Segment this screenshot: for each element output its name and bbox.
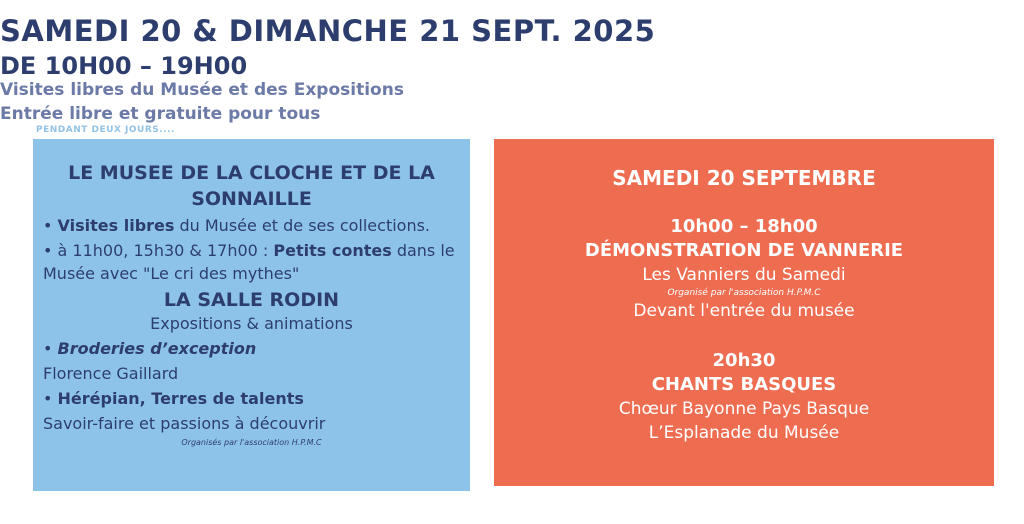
visits-rest: du Musée et de ses collections. <box>174 216 431 235</box>
museum-item-visits: • Visites libres du Musée et de ses collections. <box>43 216 431 235</box>
salle-rodin-title: LA SALLE RODIN <box>163 289 340 311</box>
event2-place: L’Esplanade du Musée <box>648 423 840 443</box>
event1-group: Les Vanniers du Samedi <box>642 265 846 285</box>
left-organizer-note: Organisés par l'association H.P.M.C <box>181 438 322 447</box>
saturday-program-panel <box>494 139 994 486</box>
museum-title: LE MUSEE DE LA CLOCHE ET DE LA SONNAILLE <box>68 162 435 210</box>
entry-subtitle: Entrée libre et gratuite pour tous <box>0 104 321 124</box>
tales-rest: dans le Musée avec "Le cri des mythes" <box>43 241 455 283</box>
event2-name: CHANTS BASQUES <box>651 374 837 395</box>
museum-program-panel <box>33 139 470 491</box>
salle-rodin-subtitle: Expositions & animations <box>150 314 353 333</box>
event-hours-heading: DE 10H00 – 19H00 <box>0 52 248 80</box>
visits-subtitle: Visites libres du Musée et des Expositions <box>0 80 404 100</box>
museum-item-tales: • à 11h00, 15h30 & 17h00 : Petits contes dans le Musée avec "Le cri des mythes" <box>43 241 455 283</box>
broderies-item: • Broderies d’exception <box>43 339 257 358</box>
tales-times: à 11h00, 15h30 & 17h00 : <box>57 241 274 260</box>
two-days-caption: PENDANT DEUX JOURS.... <box>36 125 175 135</box>
event1-place: Devant l'entrée du musée <box>633 301 855 321</box>
broderies-title: Broderies d’exception <box>57 339 257 358</box>
broderies-author: Florence Gaillard <box>43 364 179 383</box>
event1-time: 10h00 – 18h00 <box>670 216 818 237</box>
herepian-title: Hérépian, Terres de talents <box>57 389 304 408</box>
event-date-heading: SAMEDI 20 & DIMANCHE 21 SEPT. 2025 <box>0 14 656 48</box>
visits-bold: Visites libres <box>57 216 175 235</box>
tales-bold: Petits contes <box>273 241 392 260</box>
herepian-item: • Hérépian, Terres de talents <box>43 389 304 408</box>
herepian-description: Savoir-faire et passions à découvrir <box>43 414 326 433</box>
event2-group: Chœur Bayonne Pays Basque <box>618 399 870 419</box>
saturday-title: SAMEDI 20 SEPTEMBRE <box>612 166 876 190</box>
event2-time: 20h30 <box>712 350 776 371</box>
event1-organizer: Organisé par l'association H.P.M.C <box>667 288 821 298</box>
event1-name: DÉMONSTRATION DE VANNERIE <box>584 240 904 261</box>
